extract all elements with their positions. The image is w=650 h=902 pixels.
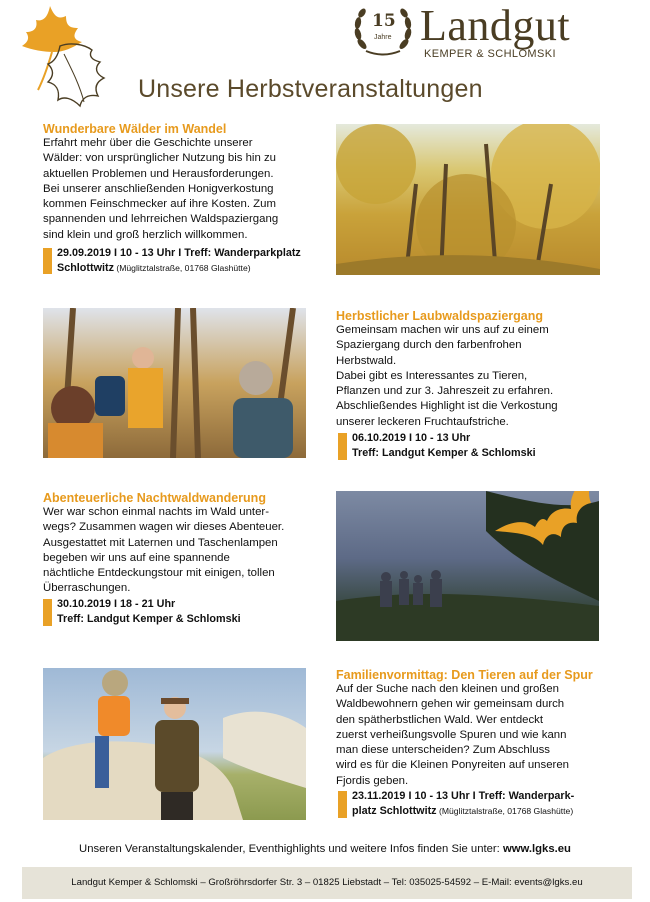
bat-icon	[491, 491, 599, 547]
badge-number: 15	[372, 11, 396, 31]
event-description: Erfahrt mehr über die Geschichte unserer Wälder: von ursprünglicher Nutzung bis hin zu aktuellen Problemen und Herausforderungen. Bei unserer anschließenden Honigverkostung kommen Feinschmecker auf ihre Kosten. Zum spannenden und lehrreichen Waldspaziergang sind klein und groß herzlich willkommen.	[43, 137, 279, 241]
pony-riding-photo	[43, 668, 306, 820]
event-title: Herbstlicher Laubwaldspaziergang	[336, 309, 543, 323]
logo-name: Landgut	[420, 1, 571, 50]
accent-bar	[338, 791, 347, 818]
event-title: Familienvormittag: Den Tieren auf der Spur	[336, 668, 593, 682]
footer-contact: Landgut Kemper & Schlomski – Großröhrsdorfer Str. 3 – 01825 Liebstadt – Tel: 035025-54592 – E-Mail: events@lgks.eu	[71, 877, 583, 888]
event-title: Wunderbare Wälder im Wandel	[43, 122, 227, 136]
accent-bar	[43, 248, 52, 274]
cta-text: Unseren Veranstaltungskalender, Eventhighlights und weitere Infos finden Sie unter:	[79, 843, 503, 855]
event-date: 29.09.2019 I 10 - 13 Uhr I Treff: Wanderparkplatz Schlottwitz (Müglitztalstraße, 01768 Glashütte)	[43, 246, 333, 275]
event-description: Auf der Suche nach den kleinen und großen Waldbewohnern gehen wir gemeinsam durch den spätherbstlichen Wald. Wer entdeckt zuerst verheißungsvolle Spuren und wie kann man diese unterscheiden? Zum Abschluss wird es für die Kleinen Ponyreiten auf unseren Fjordis geben.	[336, 683, 570, 787]
brand-logo	[352, 1, 612, 68]
group-forest-photo	[43, 308, 306, 458]
oak-leaf-icon	[14, 2, 118, 112]
event-1	[43, 122, 323, 243]
event-2	[336, 309, 616, 430]
accent-bar	[338, 433, 347, 460]
event-description: Gemeinsam machen wir uns auf zu einem Spaziergang durch den farbenfrohen Herbstwald. Dabei gibt es Interessantes zu Tieren, Pflanzen und zur 3. Jahreszeit zu erfahren. Abschließendes Highlight ist die Verkostung unserer leckeren Fruchtaufstriche.	[336, 324, 558, 428]
event-title: Abenteuerliche Nachtwaldwanderung	[43, 491, 266, 505]
page-title: Unsere Herbstveranstaltungen	[138, 75, 483, 103]
event-date: 30.10.2019 I 18 - 21 Uhr Treff: Landgut Kemper & Schlomski	[43, 597, 323, 626]
accent-bar	[43, 599, 52, 626]
call-to-action	[0, 843, 650, 855]
autumn-forest-photo	[336, 124, 600, 275]
night-walk-photo	[336, 491, 599, 641]
footer-bar	[22, 867, 632, 899]
event-3	[43, 491, 333, 597]
badge-subtext: Jahre	[374, 34, 392, 41]
website-link[interactable]: www.lgks.eu	[502, 843, 571, 855]
event-date: 06.10.2019 I 10 - 13 Uhr Treff: Landgut Kemper & Schlomski	[338, 431, 618, 460]
event-date: 23.11.2019 I 10 - 13 Uhr I Treff: Wanderpark- platz Schlottwitz (Müglitztalstraße, 01768 Glashütte)	[338, 789, 628, 818]
event-4	[336, 668, 626, 789]
logo-subtitle: KEMPER & SCHLOMSKI	[424, 48, 556, 60]
event-description: Wer war schon einmal nachts im Wald unter- wegs? Zusammen wagen wir dieses Abenteuer. Ausgestattet mit Laternen und Taschenlampen begeben wir uns auf eine spannende nächtliche Entdeckungstour mit einigen, tollen Überraschungen.	[43, 506, 285, 595]
